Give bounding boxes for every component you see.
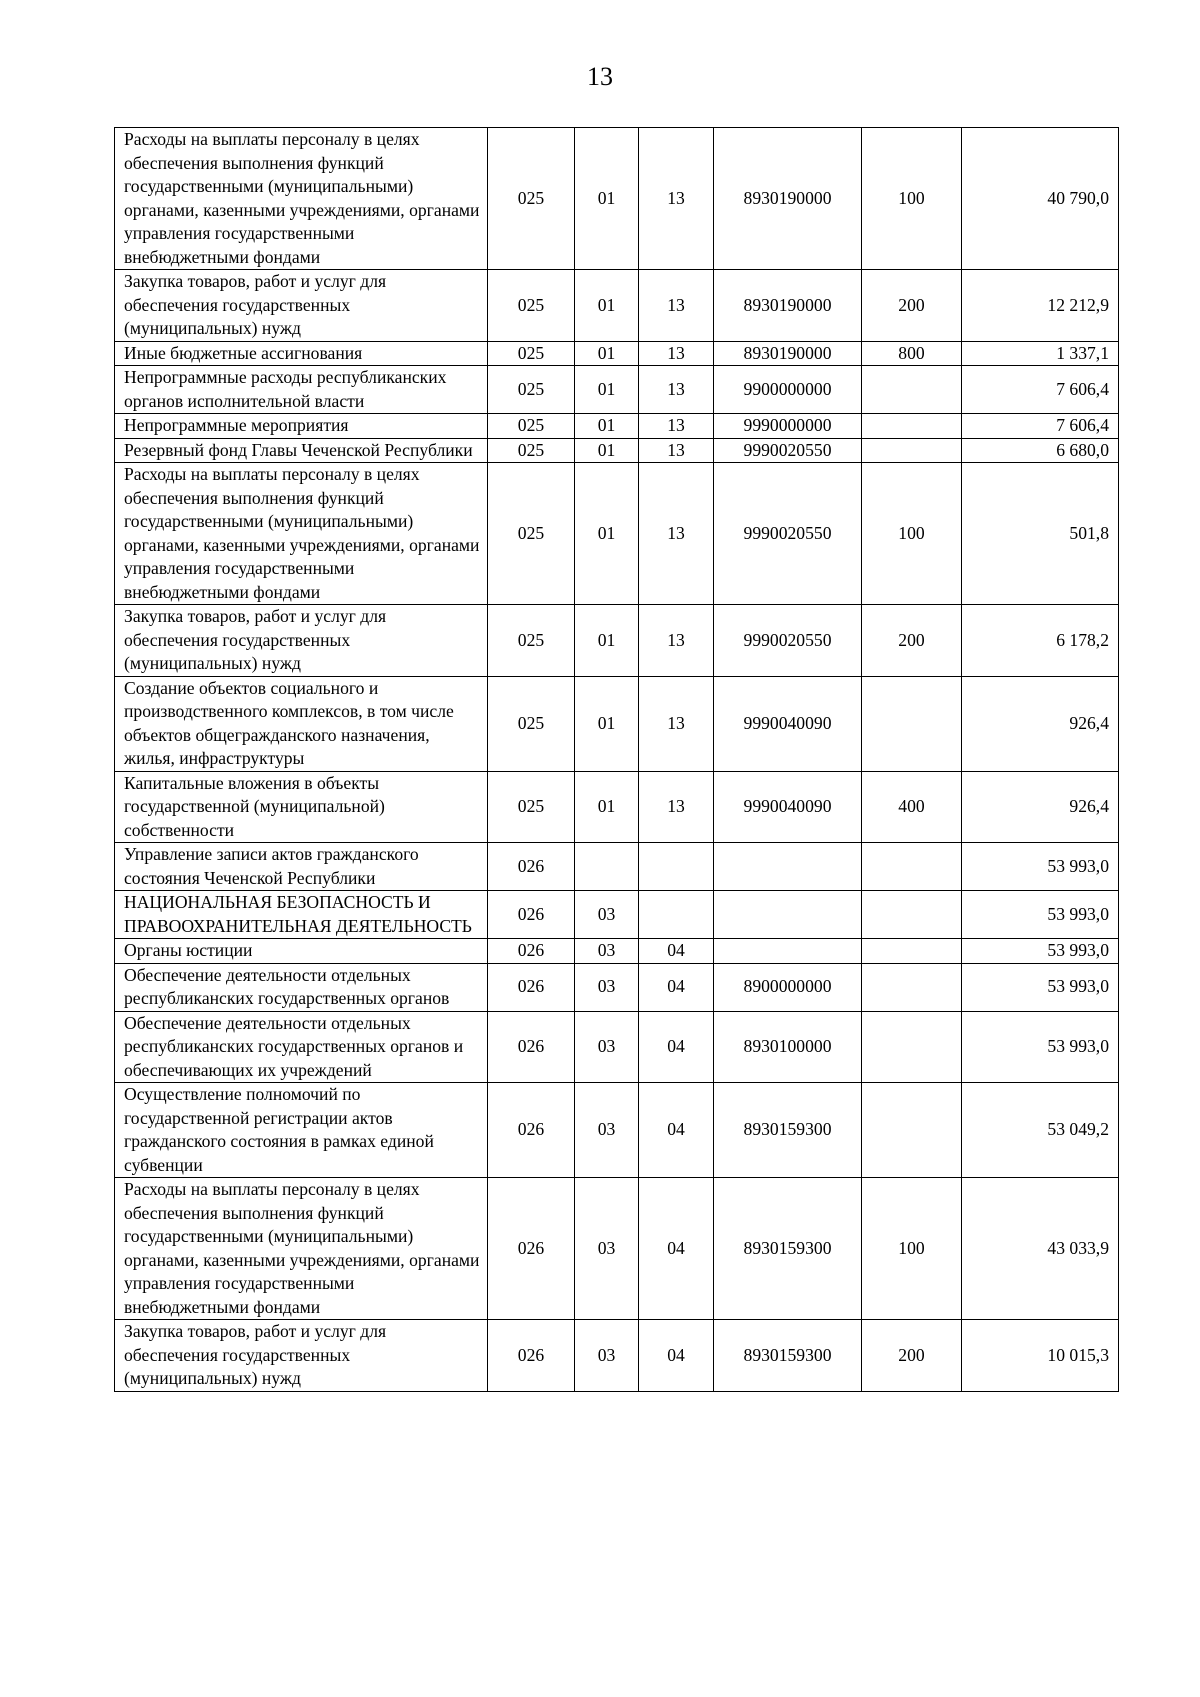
section-code-cell: 03 [575,891,639,939]
subsection-code-cell: 13 [639,605,714,677]
subsection-code-cell: 13 [639,771,714,843]
ministry-code-cell: 026 [488,1320,575,1392]
expense-type-code-cell [862,1083,962,1178]
ministry-code-cell: 026 [488,939,575,964]
target-article-code-cell: 8930190000 [714,341,862,366]
target-article-code-cell: 8930190000 [714,128,862,270]
subsection-code-cell: 04 [639,1320,714,1392]
ministry-code-cell: 025 [488,676,575,771]
table-row [115,128,1119,270]
amount-cell: 926,4 [962,771,1119,843]
expense-name-cell: Обеспечение деятельности отдельных республиканских государственных органов [115,963,488,1011]
expense-type-code-cell [862,414,962,439]
table-row [115,414,1119,439]
expense-type-code-cell: 400 [862,771,962,843]
section-code-cell: 03 [575,939,639,964]
expense-name-cell: Управление записи актов гражданского состояния Чеченской Республики [115,843,488,891]
expense-name-cell: Иные бюджетные ассигнования [115,341,488,366]
expense-type-code-cell [862,843,962,891]
target-article-code-cell: 8930159300 [714,1178,862,1320]
table-row [115,939,1119,964]
section-code-cell: 01 [575,605,639,677]
ministry-code-cell: 025 [488,270,575,342]
target-article-code-cell: 9990040090 [714,676,862,771]
expense-type-code-cell [862,891,962,939]
amount-cell: 53 993,0 [962,939,1119,964]
expense-type-code-cell: 200 [862,270,962,342]
amount-cell: 53 993,0 [962,1011,1119,1083]
target-article-code-cell: 9900000000 [714,366,862,414]
amount-cell: 10 015,3 [962,1320,1119,1392]
table-row [115,1011,1119,1083]
ministry-code-cell: 025 [488,605,575,677]
section-code-cell: 01 [575,676,639,771]
section-code-cell: 03 [575,1083,639,1178]
ministry-code-cell: 025 [488,771,575,843]
section-code-cell: 01 [575,771,639,843]
ministry-code-cell: 026 [488,1011,575,1083]
target-article-code-cell: 8930159300 [714,1320,862,1392]
table-row [115,676,1119,771]
expense-type-code-cell [862,676,962,771]
target-article-code-cell [714,891,862,939]
expense-name-cell: Резервный фонд Главы Чеченской Республики [115,438,488,463]
ministry-code-cell: 026 [488,1083,575,1178]
expense-name-cell: НАЦИОНАЛЬНАЯ БЕЗОПАСНОСТЬ И ПРАВООХРАНИТЕЛЬНАЯ ДЕЯТЕЛЬНОСТЬ [115,891,488,939]
table-row [115,963,1119,1011]
expense-name-cell: Закупка товаров, работ и услуг для обеспечения государственных (муниципальных) нужд [115,270,488,342]
section-code-cell: 01 [575,128,639,270]
section-code-cell: 01 [575,438,639,463]
ministry-code-cell: 026 [488,963,575,1011]
table-body [115,128,1119,1392]
expense-name-cell: Обеспечение деятельности отдельных республиканских государственных органов и обеспечивающих их учреждений [115,1011,488,1083]
section-code-cell [575,843,639,891]
expense-type-code-cell [862,366,962,414]
section-code-cell: 03 [575,1320,639,1392]
target-article-code-cell: 8930159300 [714,1083,862,1178]
amount-cell: 6 680,0 [962,438,1119,463]
amount-cell: 53 993,0 [962,963,1119,1011]
table-row [115,341,1119,366]
subsection-code-cell: 04 [639,939,714,964]
amount-cell: 12 212,9 [962,270,1119,342]
section-code-cell: 03 [575,1178,639,1320]
ministry-code-cell: 025 [488,414,575,439]
table-row [115,438,1119,463]
subsection-code-cell: 13 [639,676,714,771]
subsection-code-cell [639,843,714,891]
expense-name-cell: Непрограммные расходы республиканских органов исполнительной власти [115,366,488,414]
subsection-code-cell: 04 [639,1178,714,1320]
amount-cell: 1 337,1 [962,341,1119,366]
amount-cell: 7 606,4 [962,414,1119,439]
expense-name-cell: Расходы на выплаты персоналу в целях обеспечения выполнения функций государственными (муниципальными) органами, казенными учреждениями, органами управления государственными внебюджетными фондами [115,1178,488,1320]
subsection-code-cell: 13 [639,438,714,463]
target-article-code-cell [714,939,862,964]
expense-type-code-cell: 100 [862,463,962,605]
ministry-code-cell: 025 [488,366,575,414]
expense-name-cell: Капитальные вложения в объекты государственной (муниципальной) собственности [115,771,488,843]
ministry-code-cell: 025 [488,463,575,605]
amount-cell: 53 993,0 [962,891,1119,939]
expense-name-cell: Создание объектов социального и производственного комплексов, в том числе объектов общегражданского назначения, жилья, инфраструктуры [115,676,488,771]
subsection-code-cell: 04 [639,1083,714,1178]
table-row [115,891,1119,939]
subsection-code-cell: 13 [639,463,714,605]
table-row [115,366,1119,414]
ministry-code-cell: 026 [488,1178,575,1320]
amount-cell: 53 993,0 [962,843,1119,891]
target-article-code-cell [714,843,862,891]
subsection-code-cell: 13 [639,341,714,366]
expense-type-code-cell: 200 [862,1320,962,1392]
target-article-code-cell: 9990020550 [714,438,862,463]
expense-name-cell: Расходы на выплаты персоналу в целях обеспечения выполнения функций государственными (муниципальными) органами, казенными учреждениями, органами управления государственными внебюджетными фондами [115,463,488,605]
expense-type-code-cell: 800 [862,341,962,366]
amount-cell: 7 606,4 [962,366,1119,414]
amount-cell: 40 790,0 [962,128,1119,270]
section-code-cell: 01 [575,366,639,414]
expense-type-code-cell [862,1011,962,1083]
subsection-code-cell: 04 [639,1011,714,1083]
amount-cell: 926,4 [962,676,1119,771]
expense-name-cell: Закупка товаров, работ и услуг для обеспечения государственных (муниципальных) нужд [115,1320,488,1392]
target-article-code-cell: 9990040090 [714,771,862,843]
table-row [115,1083,1119,1178]
table-row [115,270,1119,342]
amount-cell: 43 033,9 [962,1178,1119,1320]
target-article-code-cell: 8930100000 [714,1011,862,1083]
section-code-cell: 01 [575,463,639,605]
ministry-code-cell: 025 [488,128,575,270]
subsection-code-cell: 04 [639,963,714,1011]
expense-type-code-cell: 100 [862,128,962,270]
target-article-code-cell: 9990020550 [714,463,862,605]
target-article-code-cell: 8900000000 [714,963,862,1011]
table-row [115,605,1119,677]
section-code-cell: 01 [575,270,639,342]
subsection-code-cell: 13 [639,128,714,270]
expense-type-code-cell [862,963,962,1011]
table-row [115,843,1119,891]
ministry-code-cell: 025 [488,341,575,366]
target-article-code-cell: 8930190000 [714,270,862,342]
table-row [115,1178,1119,1320]
subsection-code-cell: 13 [639,270,714,342]
section-code-cell: 01 [575,414,639,439]
expense-name-cell: Осуществление полномочий по государственной регистрации актов гражданского состояния в рамках единой субвенции [115,1083,488,1178]
ministry-code-cell: 025 [488,438,575,463]
table-row [115,463,1119,605]
expense-name-cell: Непрограммные мероприятия [115,414,488,439]
section-code-cell: 03 [575,1011,639,1083]
amount-cell: 53 049,2 [962,1083,1119,1178]
table-row [115,771,1119,843]
ministry-code-cell: 026 [488,891,575,939]
ministry-code-cell: 026 [488,843,575,891]
page-number: 13 [587,62,613,91]
target-article-code-cell: 9990000000 [714,414,862,439]
expense-type-code-cell: 100 [862,1178,962,1320]
subsection-code-cell: 13 [639,414,714,439]
subsection-code-cell [639,891,714,939]
expense-type-code-cell: 200 [862,605,962,677]
table-row [115,1320,1119,1392]
expense-type-code-cell [862,438,962,463]
expense-type-code-cell [862,939,962,964]
subsection-code-cell: 13 [639,366,714,414]
amount-cell: 6 178,2 [962,605,1119,677]
target-article-code-cell: 9990020550 [714,605,862,677]
budget-table [114,127,1119,1392]
expense-name-cell: Органы юстиции [115,939,488,964]
expense-name-cell: Расходы на выплаты персоналу в целях обеспечения выполнения функций государственными (муниципальными) органами, казенными учреждениями, органами управления государственными внебюджетными фондами [115,128,488,270]
expense-name-cell: Закупка товаров, работ и услуг для обеспечения государственных (муниципальных) нужд [115,605,488,677]
amount-cell: 501,8 [962,463,1119,605]
section-code-cell: 03 [575,963,639,1011]
section-code-cell: 01 [575,341,639,366]
